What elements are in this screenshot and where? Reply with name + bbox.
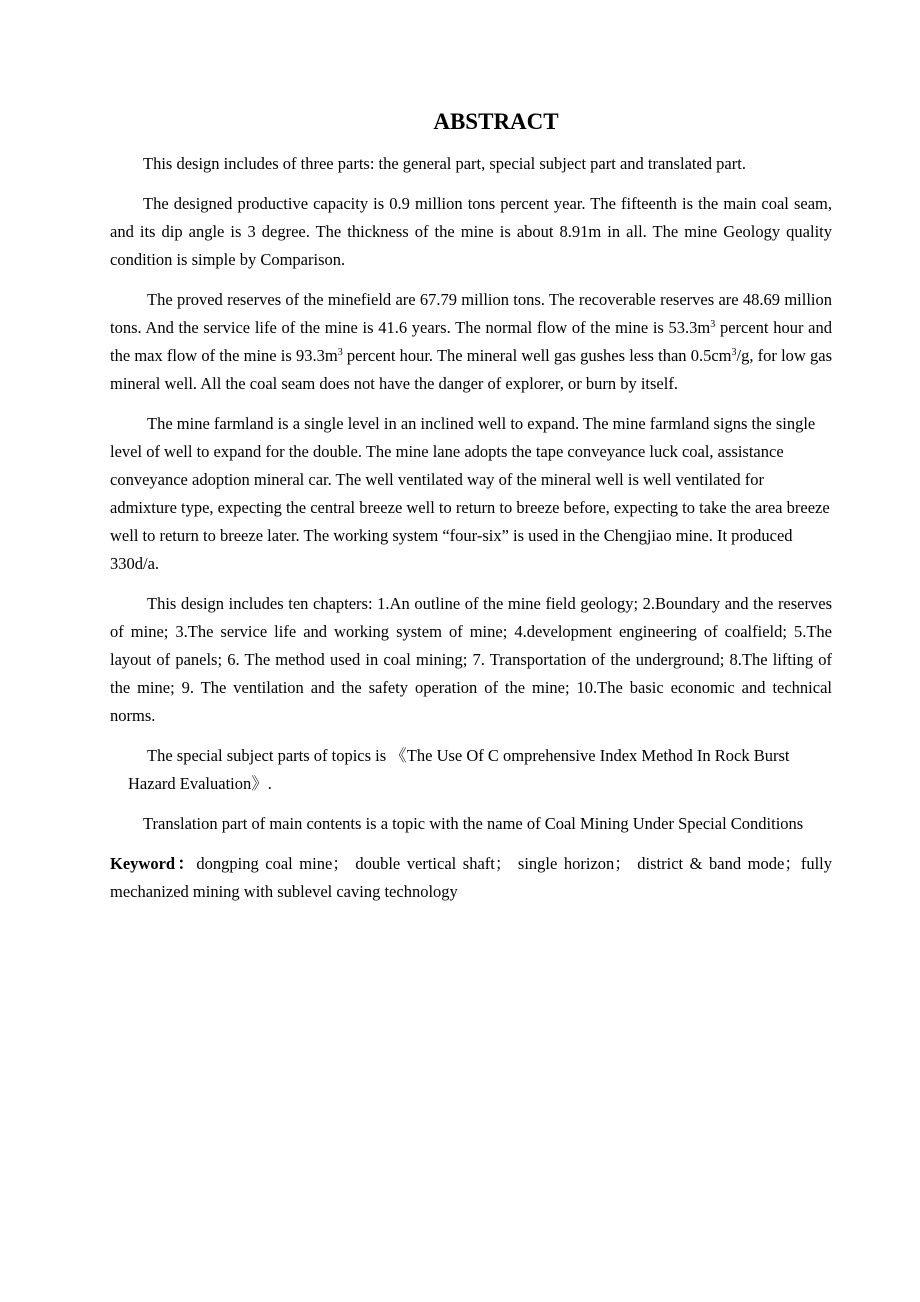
keywords-line [110, 850, 832, 906]
keywords-label: Keyword： [110, 854, 197, 873]
paragraph-chapters: This design includes ten chapters: 1.An outline of the mine field geology; 2.Boundary and the reserves of mine; 3.The service life and working system of mine; 4.development engineering of coalfield; 5.The layout of panels; 6. The method used in coal mining; 7. Transportation of the underground; 8.The lifting of the mine; 9. The ventilation and the safety operation of the mine; 10.The basic economic and technical norms. [110, 594, 832, 725]
keywords-text: dongping coal mine； double vertical shaft； single horizon； district & band mode；fully mechanized mining with sublevel caving technology [110, 854, 832, 901]
paragraph-reserves [110, 286, 832, 398]
paragraph-reserves-part-c: percent hour. The mineral well gas gushes less than 0.5cm [342, 346, 732, 365]
paragraph-special-subject: The special subject parts of topics is 《The Use Of C omprehensive Index Method In Rock Burst Hazard Evaluation》. [128, 746, 790, 793]
paragraph-translation: Translation part of main contents is a topic with the name of Coal Mining Under Special Conditions [143, 814, 804, 833]
abstract-body [110, 150, 832, 918]
paragraph-reserves-part-d: /g, for low gas mineral well. All the coal seam does not have the danger of explorer, or burn by itself. [110, 346, 833, 393]
superscript-cubed: 3 [337, 347, 343, 358]
page-title: ABSTRACT [433, 109, 559, 134]
paragraph-reserves-part-b: percent hour and the max flow of the mine is 93.3m [110, 318, 832, 365]
paragraph-reserves-part-a: The proved reserves of the minefield are 67.79 million tons. The recoverable reserves are 48.69 million tons. And the service life of the mine is 41.6 years. The normal flow of the mine is 53.3m [110, 290, 832, 337]
superscript-cubed: 3 [731, 347, 737, 358]
superscript-cubed: 3 [710, 319, 716, 330]
paragraph-overview: This design includes of three parts: the general part, special subject part and translated part. [143, 154, 746, 173]
paragraph-development: The mine farmland is a single level in an inclined well to expand. The mine farmland signs the single level of well to expand for the double. The mine lane adopts the tape conveyance luck coal, assistance conveyance adoption mineral car. The well ventilated way of the mineral well is well ventilated for admixture type, expecting the central breeze well to return to breeze before, expecting to take the area breeze well to return to breeze later. The working system “four-six” is used in the Chengjiao mine. It produced 330d/a. [110, 414, 830, 573]
paragraph-capacity: The designed productive capacity is 0.9 million tons percent year. The fifteenth is the main coal seam, and its dip angle is 3 degree. The thickness of the mine is about 8.91m in all. The mine Geology quality condition is simple by Comparison. [110, 194, 832, 269]
